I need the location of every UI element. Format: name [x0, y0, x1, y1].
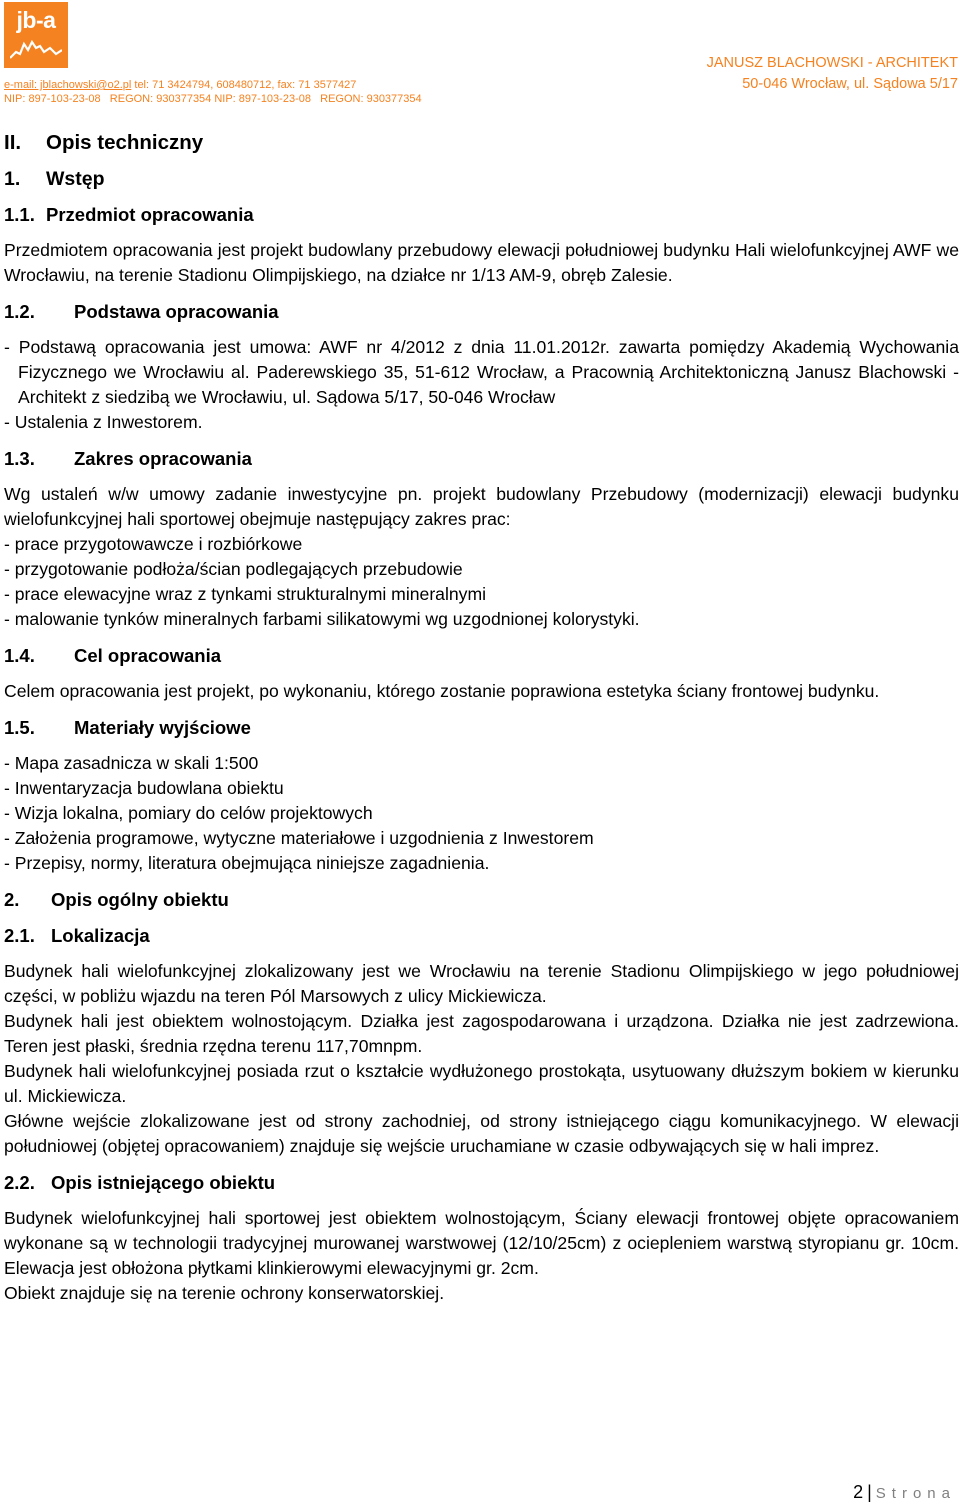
logo-text: jb-a	[16, 7, 56, 33]
heading-number: 1.3.	[4, 448, 35, 469]
heading-number: II.	[4, 131, 22, 154]
firm-address: 50-046 Wrocław, ul. Sądowa 5/17	[742, 76, 958, 92]
phone-fax: tel: 71 3424794, 608480712, fax: 71 3577427	[131, 79, 357, 91]
list-item: - Podstawą opracowania jest umowa: AWF nr 4/2012 z dnia 11.01.2012r. zawarta pomiędzy Akademią Wychowania Fizycznego we Wrocławiu al. Paderewskiego 35, 51-612 Wrocław, a Pracownią Architektoniczną Janusz Blachowski - Architekt z siedzibą we Wrocławiu, ul. Sądowa 5/17, 50-046 Wrocław	[4, 337, 959, 407]
page-footer	[853, 1481, 956, 1505]
paragraph: Obiekt znajduje się na terenie ochrony konserwatorskiej.	[4, 1283, 445, 1303]
heading-title: Opis techniczny	[46, 131, 204, 154]
list-item: - Ustalenia z Inwestorem.	[4, 412, 203, 432]
heading-number: 1.	[4, 168, 21, 190]
list-item: - prace elewacyjne wraz z tynkami strukturalnymi mineralnymi	[4, 584, 487, 604]
list-item: - Inwentaryzacja budowlana obiektu	[4, 778, 284, 798]
heading-number: 1.5.	[4, 717, 35, 738]
heading-title: Opis istniejącego obiektu	[51, 1172, 276, 1193]
page-number: 2	[853, 1482, 864, 1502]
paragraph: Przedmiotem opracowania jest projekt budowlany przebudowy elewacji południowej budynku Hali wielofunkcyjnej AWF we Wrocławiu, na terenie Stadionu Olimpijskiego, na działce nr 1/13 AM-9, obręb Zalesie.	[4, 240, 959, 285]
company-logo	[4, 2, 68, 68]
firm-name: JANUSZ BLACHOWSKI - ARCHITEKT	[706, 55, 958, 71]
list-item: - Założenia programowe, wytyczne materiałowe i uzgodnienia z Inwestorem	[4, 828, 594, 848]
list-item: - prace przygotowawcze i rozbiórkowe	[4, 534, 303, 554]
list-item: - Mapa zasadnicza w skali 1:500	[4, 753, 259, 773]
section-heading-1	[4, 166, 959, 202]
section-heading-2-2	[4, 1170, 959, 1206]
paragraph: Główne wejście zlokalizowane jest od strony zachodniej, od strony istniejącego ciągu komunikacyjnego. W elewacji południowej (objętej opracowaniem) znajduje się wejście uruchamiane w czasie odbywających się w hali imprez.	[4, 1111, 959, 1156]
heading-title: Cel opracowania	[74, 645, 222, 666]
heading-title: Lokalizacja	[51, 925, 150, 946]
heading-number: 1.2.	[4, 301, 35, 322]
heading-number: 1.1.	[4, 204, 35, 225]
section-heading-2	[4, 887, 959, 923]
city-skyline-icon	[10, 38, 62, 60]
heading-number: 2.2.	[4, 1172, 35, 1193]
paragraph: Budynek hali wielofunkcyjnej zlokalizowany jest we Wrocławiu na terenie Stadionu Olimpijskiego w jego południowej części, w pobliżu wjazdu na teren Pól Marsowych z ulicy Mickiewicza.	[4, 961, 959, 1006]
footer-separator: |	[867, 1482, 872, 1502]
heading-title: Wstęp	[46, 168, 105, 190]
contact-info	[4, 78, 422, 106]
section-heading-1-5	[4, 715, 959, 751]
list-item: - Wizja lokalna, pomiary do celów projektowych	[4, 803, 373, 823]
heading-number: 1.4.	[4, 645, 35, 666]
list-item: - przygotowanie podłoża/ścian podlegających przebudowie	[4, 559, 463, 579]
list-item: - malowanie tynków mineralnych farbami silikatowymi wg uzgodnionej kolorystyki.	[4, 609, 640, 629]
document-body	[4, 130, 959, 1306]
heading-title: Przedmiot opracowania	[46, 204, 254, 225]
firm-block	[707, 53, 958, 95]
paragraph: Budynek wielofunkcyjnej hali sportowej jest obiektem wolnostojącym, Ściany elewacji frontowej objęte opracowaniem wykonane są w technologii tradycyjnej murowanej warstwowej (12/10/25cm) z ociepleniem warstwą styropianu gr. 10cm. Elewacja jest obłożona płytkami klinkierowymi elewacyjnymi gr. 2cm.	[4, 1208, 959, 1278]
page-word: Strona	[875, 1485, 956, 1502]
heading-title: Opis ogólny obiektu	[51, 889, 229, 910]
contact-line-2: NIP: 897-103-23-08 REGON: 930377354 NIP: 897-103-23-08 REGON: 930377354	[4, 93, 422, 105]
paragraph: Budynek hali wielofunkcyjnej posiada rzut o kształcie wydłużonego prostokąta, usytuowany dłuższym bokiem w kierunku ul. Mickiewicza.	[4, 1061, 959, 1106]
heading-title: Materiały wyjściowe	[74, 717, 251, 738]
section-heading-II	[4, 130, 959, 166]
section-heading-1-1	[4, 202, 959, 238]
email-link[interactable]: e-mail: jblachowski@o2.pl	[4, 79, 132, 91]
section-heading-1-3	[4, 446, 959, 482]
paragraph: Wg ustaleń w/w umowy zadanie inwestycyjne pn. projekt budowlany Przebudowy (modernizacji) elewacji budynku wielofunkcyjnej hali sportowej obejmuje następujący zakres prac:	[4, 484, 959, 529]
heading-number: 2.	[4, 889, 20, 910]
heading-title: Podstawa opracowania	[74, 301, 279, 322]
section-heading-1-4	[4, 643, 959, 679]
section-heading-2-1	[4, 923, 959, 959]
paragraph: Celem opracowania jest projekt, po wykonaniu, którego zostanie poprawiona estetyka ściany frontowej budynku.	[4, 681, 880, 701]
paragraph: Budynek hali jest obiektem wolnostojącym. Działka jest zagospodarowana i urządzona. Działka nie jest zadrzewiona. Teren jest płaski, średnia rzędna terenu 117,70mnpm.	[4, 1011, 959, 1056]
heading-title: Zakres opracowania	[74, 448, 252, 469]
list-item: - Przepisy, normy, literatura obejmująca niniejsze zagadnienia.	[4, 853, 490, 873]
contact-line-1	[4, 78, 422, 92]
section-heading-1-2	[4, 299, 959, 335]
heading-number: 2.1.	[4, 925, 35, 946]
